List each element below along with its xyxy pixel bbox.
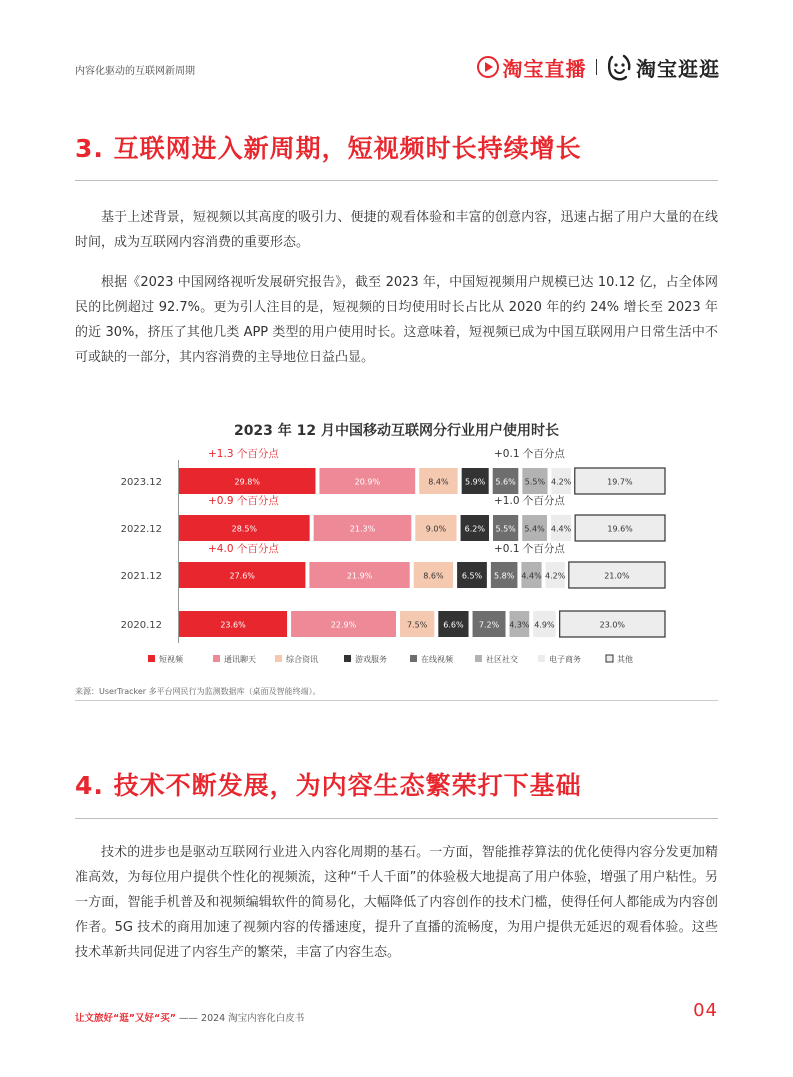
data-label: 5.8%	[493, 571, 515, 581]
legend-label: 综合资讯	[286, 655, 318, 664]
category-label: 2021.12	[120, 571, 162, 582]
section-4-title: 4. 技术不断发展，为内容生态繁荣打下基础	[75, 771, 582, 800]
legend-swatch	[475, 655, 482, 662]
page-number: 04	[693, 1000, 718, 1021]
category-label: 2023.12	[120, 477, 162, 488]
data-label: 21.0%	[604, 571, 630, 581]
data-label: 20.9%	[354, 477, 381, 487]
header-title: 内容化驱动的互联网新周期	[75, 66, 195, 77]
section-3-paragraph-1: 基于上述背景，短视频以其高度的吸引力、便捷的观看体验和丰富的创意内容，迅速占据了用户大量的在线时间，成为互联网内容消费的重要形态。	[75, 210, 718, 250]
data-label: 4.2%	[550, 477, 572, 487]
annotation-left: +1.3 个百分点	[208, 448, 279, 460]
data-label: 9.0%	[425, 524, 447, 534]
data-label: 21.3%	[349, 524, 376, 534]
data-label: 8.4%	[428, 477, 449, 487]
section-3-title: 3. 互联网进入新周期，短视频时长持续增长	[75, 134, 582, 163]
data-label: 7.5%	[406, 620, 428, 630]
data-label: 4.2%	[545, 571, 566, 581]
logo-divider	[596, 59, 598, 75]
annotation-right: +1.0 个百分点	[494, 495, 565, 507]
data-label: 8.6%	[423, 571, 444, 581]
legend-label: 社区社交	[486, 655, 518, 664]
footer-text	[75, 1010, 304, 1024]
footer-slogan: 让文旅好“逛”又好“买”	[75, 1013, 176, 1024]
annotation-left: +4.0 个百分点	[208, 543, 279, 555]
guangguang-logo: 淘宝逛逛	[636, 56, 720, 81]
annotation-right: +0.1 个百分点	[494, 543, 565, 555]
data-label: 21.9%	[346, 571, 373, 581]
data-label: 5.6%	[495, 477, 516, 487]
data-label: 4.4%	[521, 571, 542, 581]
legend-label: 电子商务	[549, 655, 581, 664]
taobao-live-logo: 淘宝直播	[502, 56, 587, 81]
category-label: 2020.12	[120, 620, 162, 631]
data-label: 5.5%	[524, 477, 546, 487]
legend-swatch	[410, 655, 417, 662]
data-label: 4.3%	[509, 620, 530, 630]
source-divider	[75, 700, 718, 701]
legend-swatch	[606, 655, 613, 662]
category-label: 2022.12	[120, 524, 162, 535]
legend-swatch	[344, 655, 351, 662]
legend-swatch	[275, 655, 282, 662]
play-icon	[477, 56, 499, 78]
footer-dash: ——	[179, 1013, 199, 1024]
data-label: 19.6%	[607, 524, 633, 534]
data-label: 29.8%	[234, 477, 260, 487]
data-label: 6.5%	[461, 571, 483, 581]
legend-label: 短视频	[159, 655, 183, 664]
data-label: 5.9%	[465, 477, 486, 487]
annotation-right: +0.1 个百分点	[494, 448, 565, 460]
data-label: 6.6%	[443, 620, 464, 630]
annotation-left: +0.9 个百分点	[208, 495, 279, 507]
section-3-paragraph-2: 根据《2023 中国网络视听发展研究报告》，截至 2023 年，中国短视频用户规模已达 10.12 亿，占全体网民的比例超过 92.7%。更为引人注目的是，短视频的日均使用时长占比从 2020 年的约 24% 增长至 2023 年的近 30%，挤压了其他几类 APP 类型的用户使用时长。这意味着，短视频已成为中国互联网用户日常生活中不可或缺的一部分，其内容消费的主导地位日益凸显。	[75, 275, 718, 365]
data-label: 4.9%	[534, 620, 555, 630]
data-label: 7.2%	[478, 620, 500, 630]
brand-logos	[477, 50, 721, 84]
section-4-paragraph: 技术的进步也是驱动互联网行业进入内容化周期的基石。一方面，智能推荐算法的优化使得内容分发更加精准高效，为每位用户提供个性化的视频流，这种“千人千面”的体验极大地提高了用户体验，增强了用户粘性。另一方面，智能手机普及和视频编辑软件的简易化，大幅降低了内容创作的技术门槛，使得任何人都能成为内容创作者。5G 技术的商用加速了视频内容的传播速度，提升了直播的流畅度，为用户提供无延迟的观看体验。这些技术革新共同促进了内容生产的繁荣，丰富了内容生态。	[75, 845, 718, 960]
usage-time-chart	[0, 440, 793, 680]
legend-label: 其他	[617, 655, 633, 664]
chart-title: 2023 年 12 月中国移动互联网分行业用户使用时长	[233, 423, 560, 439]
smile-face-icon	[606, 53, 632, 81]
data-label: 5.5%	[495, 524, 516, 534]
data-label: 6.2%	[464, 524, 485, 534]
section-3-divider	[75, 180, 718, 181]
data-label: 22.9%	[330, 620, 357, 630]
legend-label: 游戏服务	[355, 655, 387, 664]
data-label: 19.7%	[607, 477, 633, 487]
legend-swatch	[538, 655, 545, 662]
data-label: 28.5%	[231, 524, 258, 534]
data-label: 23.6%	[220, 620, 246, 630]
legend-swatch	[213, 655, 220, 662]
source-note: 来源：UserTracker 多平台网民行为监测数据库（桌面及智能终端）。	[75, 687, 321, 696]
legend-label: 通讯聊天	[224, 655, 256, 664]
data-label: 4.4%	[550, 524, 572, 534]
footer-book-title: 2024 淘宝内容化白皮书	[201, 1013, 305, 1024]
data-label: 27.6%	[229, 571, 255, 581]
section-4-divider	[75, 818, 718, 819]
data-label: 5.4%	[524, 524, 545, 534]
legend-label: 在线视频	[421, 655, 453, 664]
data-label: 23.0%	[599, 620, 626, 630]
legend-swatch	[148, 655, 155, 662]
